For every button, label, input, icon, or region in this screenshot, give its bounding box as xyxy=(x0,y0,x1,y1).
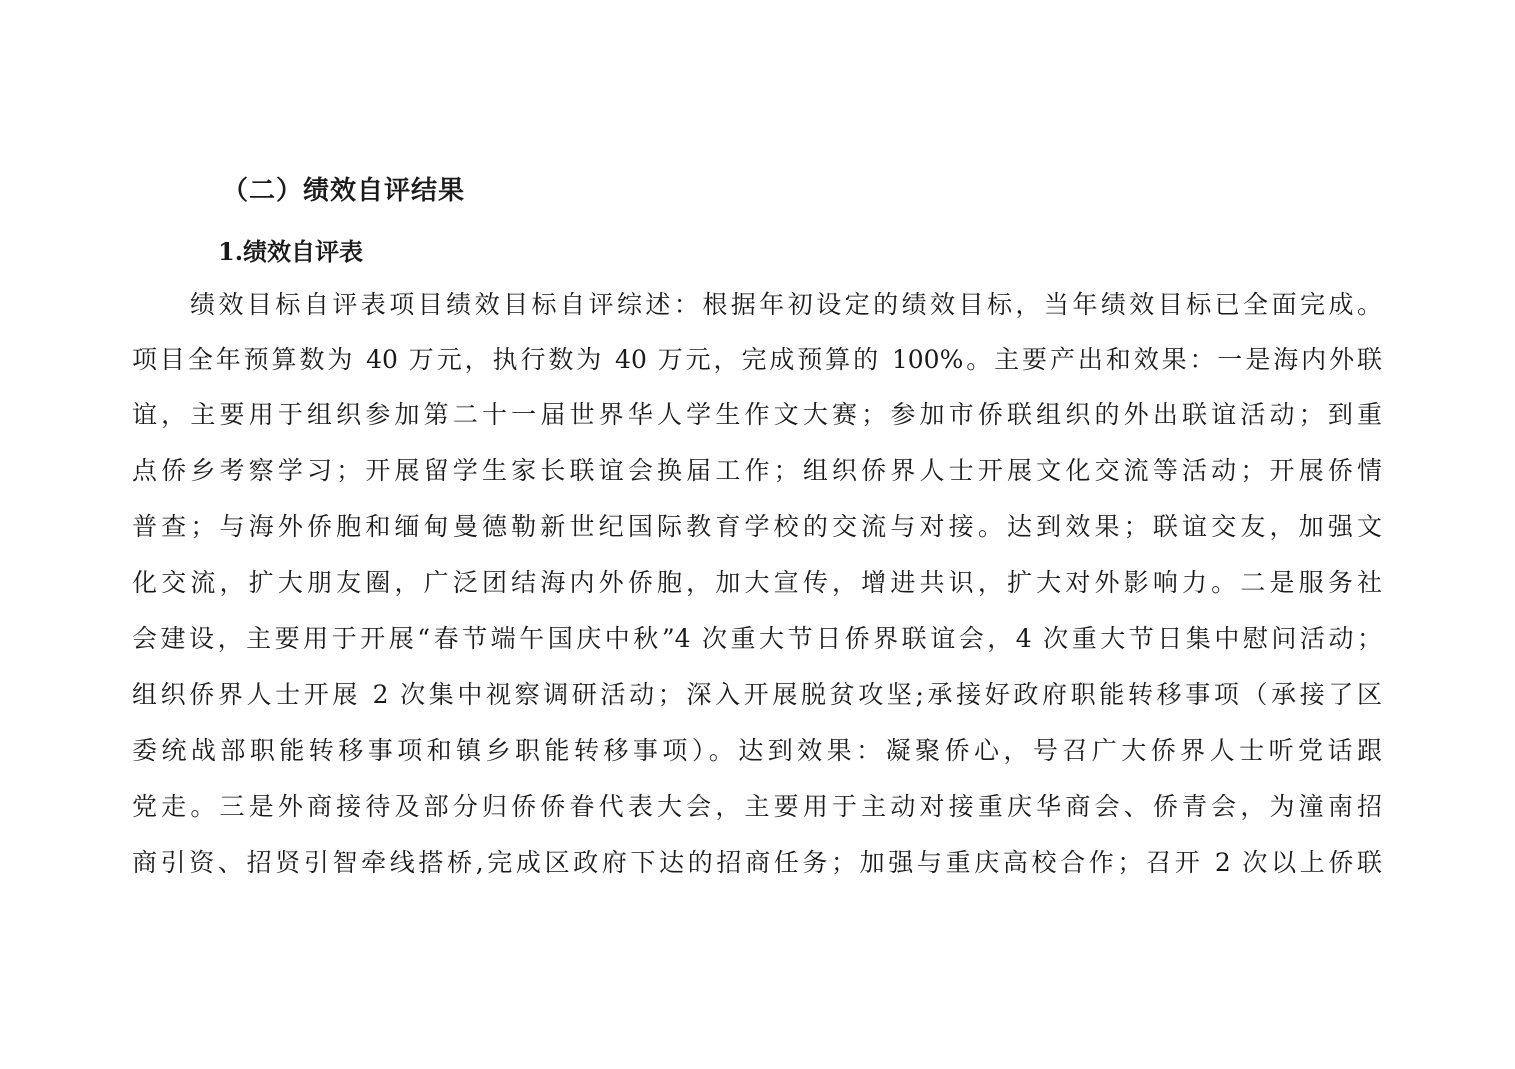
body-line: 点侨乡考察学习；开展留学生家长联谊会换届工作；组织侨界人士开展文化交流等活动；开展侨情 xyxy=(132,456,1382,485)
body-line: 项目全年预算数为 40 万元，执行数为 40 万元，完成预算的 100%。主要产出和效果：一是海内外联 xyxy=(132,345,1382,374)
body-line: 商引资、招贤引智牵线搭桥,完成区政府下达的招商任务；加强与重庆高校合作；召开 2 次以上侨联 xyxy=(132,848,1382,877)
body-line: 会建设，主要用于开展“春节端午国庆中秋”4 次重大节日侨界联谊会，4 次重大节日集中慰问活动； xyxy=(132,624,1382,653)
sub-heading: 1.绩效自评表 xyxy=(218,237,364,266)
body-line: 谊，主要用于组织参加第二十一届世界华人学生作文大赛；参加市侨联组织的外出联谊活动；到重 xyxy=(132,400,1382,429)
body-line: 绩效目标自评表项目绩效目标自评综述：根据年初设定的绩效目标，当年绩效目标已全面完成。 xyxy=(190,290,1382,319)
body-line: 委统战部职能转移事项和镇乡职能转移事项）。达到效果：凝聚侨心，号召广大侨界人士听党话跟 xyxy=(132,736,1382,765)
body-line: 普查；与海外侨胞和缅甸曼德勒新世纪国际教育学校的交流与对接。达到效果；联谊交友，加强文 xyxy=(132,512,1382,541)
body-line: 党走。三是外商接待及部分归侨侨眷代表大会，主要用于主动对接重庆华商会、侨青会，为潼南招 xyxy=(132,792,1382,821)
body-line: 组织侨界人士开展 2 次集中视察调研活动；深入开展脱贫攻坚;承接好政府职能转移事项（承接了区 xyxy=(132,680,1382,709)
body-line: 化交流，扩大朋友圈，广泛团结海内外侨胞，加大宣传，增进共识，扩大对外影响力。二是服务社 xyxy=(132,568,1382,597)
section-heading: （二）绩效自评结果 xyxy=(222,176,466,206)
